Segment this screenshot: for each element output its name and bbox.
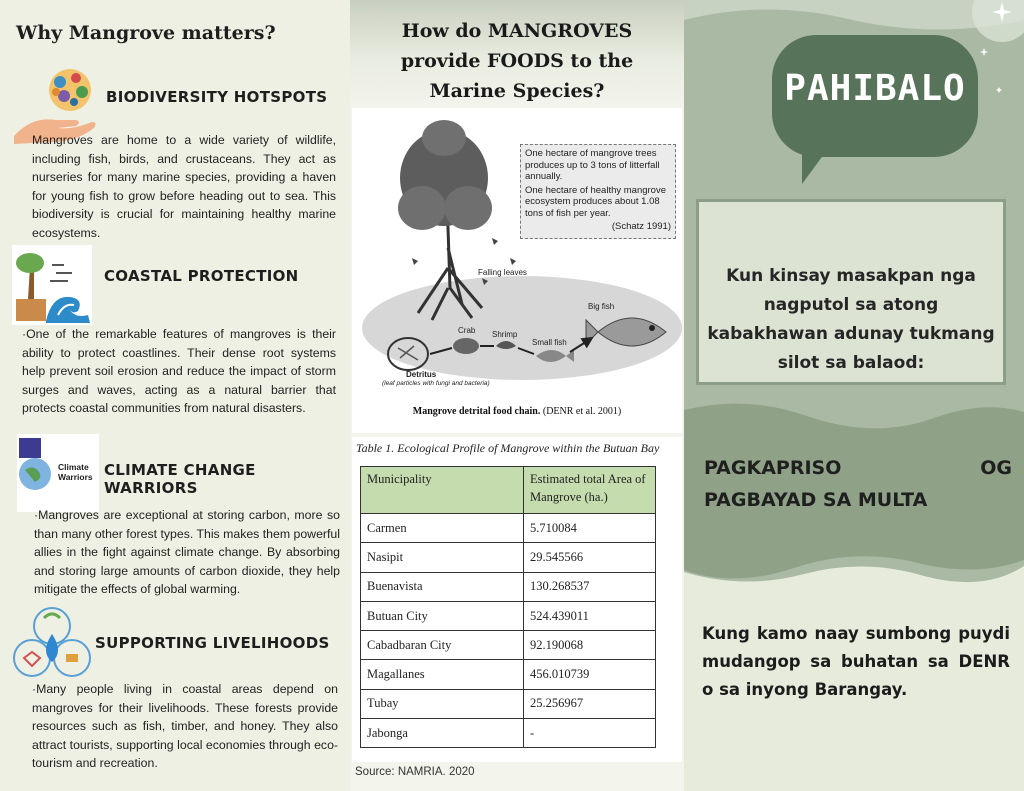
diagram-caption-title: Mangrove detrital food chain. [412, 406, 541, 417]
label-crab: Crab [458, 326, 476, 335]
fact-1: One hectare of mangrove trees produces up to 3 tons of litterfall annually. [525, 148, 660, 182]
climate-heading: CLIMATE CHANGE WARRIORS [104, 461, 256, 497]
table-caption: Table 1. Ecological Profile of Mangrove within the Butuan Bay [356, 441, 660, 455]
label-big-fish: Big fish [588, 302, 615, 311]
notice-title: PAHIBALO [784, 68, 966, 109]
municipality-cell: Jabonga [361, 719, 524, 748]
table-row [361, 572, 656, 601]
municipality-cell: Magallanes [361, 660, 524, 689]
left-panel [0, 0, 350, 791]
municipality-cell: Nasipit [361, 543, 524, 572]
fact-2: One hectare of healthy mangrove ecosystem produces about 1.08 tons of fish per year. [525, 184, 667, 219]
table-row [361, 689, 656, 718]
climate-badge-label: Climate Warriors [58, 462, 93, 482]
label-detritus: Detritus [406, 370, 437, 379]
middle-title-line-1: How do MANGROVES [401, 20, 633, 42]
livelihoods-heading: SUPPORTING LIVELIHOODS [95, 634, 330, 652]
area-cell: 92.190068 [524, 631, 656, 660]
table-row [361, 660, 656, 689]
penalty-line-2: PAGBAYAD SA MULTA [704, 489, 928, 511]
fact-citation: (Schatz 1991) [611, 221, 671, 232]
penalty-line-1 [704, 457, 1012, 479]
climate-body: ·Mangroves are exceptional at storing carbon, more so than many other forest types. This makes them powerful allies in the fight against climate change. By absorbing and storing large amounts of carbon dioxide, they help mitigate the effects of global warming. [34, 508, 340, 597]
header-area: Estimated total Area of Mangrove (ha.) [524, 467, 656, 514]
right-panel [684, 0, 1024, 791]
coastal-body: ·One of the remarkable features of mangroves is their ability to protect coastlines. Their dense root systems help prevent soil erosion and reduce the impact of storm surges and waves, acting as a natural barrier that protects coastal communities from natural disasters. [22, 327, 336, 416]
table-header-row [361, 467, 656, 514]
municipality-cell: Butuan City [361, 601, 524, 630]
speech-bubble-tail [802, 146, 830, 184]
table-row [361, 514, 656, 543]
table-row [361, 631, 656, 660]
label-detritus-note: (leaf particles with fungi and bacteria) [382, 380, 490, 387]
municipality-cell: Tubay [361, 689, 524, 718]
diagram-caption [352, 406, 682, 417]
area-cell: - [524, 719, 656, 748]
coastal-heading: COASTAL PROTECTION [104, 267, 299, 285]
livelihoods-body: ·Many people living in coastal areas depend on mangroves for their livelihoods. These forests provide resources such as fish, timber, and honey. They also attract tourists, supporting local economies through eco-tourism and recreation. [32, 682, 338, 771]
food-chain-diagram [352, 108, 682, 433]
middle-panel [350, 0, 684, 791]
area-cell: 25.256967 [524, 689, 656, 718]
water-drop-circles-icon [10, 604, 94, 682]
municipality-cell: Carmen [361, 514, 524, 543]
tree-and-waves-icon [12, 245, 92, 325]
report-text: Kung kamo naay sumbong puydi mudangop sa buhatan sa DENR o sa inyong Barangay. [702, 624, 1010, 699]
biodiversity-heading: BIODIVERSITY HOTSPOTS [106, 88, 328, 106]
middle-title-line-3: Marine Species? [429, 80, 605, 102]
label-small-fish: Small fish [532, 338, 567, 347]
mangrove-table-card [352, 437, 682, 762]
municipality-cell: Cabadbaran City [361, 631, 524, 660]
middle-title-line-2: provide FOODS to the [400, 50, 634, 72]
area-cell: 5.710084 [524, 514, 656, 543]
penalty-word-1: PAGKAPRISO [704, 457, 842, 479]
table-row [361, 601, 656, 630]
middle-title [350, 16, 684, 106]
area-cell: 29.545566 [524, 543, 656, 572]
mangrove-area-table [360, 466, 656, 748]
area-cell: 130.268537 [524, 572, 656, 601]
area-cell: 456.010739 [524, 660, 656, 689]
source-note: Source: NAMRIA. 2020 [355, 766, 475, 778]
facts-note [520, 144, 676, 239]
penalty-word-og: OG [980, 457, 1012, 479]
municipality-cell: Buenavista [361, 572, 524, 601]
diagram-caption-citation: (DENR et al. 2001) [540, 406, 622, 417]
warning-text: Kun kinsay masakpan nga nagputol sa atong kabakhawan adunay tukmang silot sa balaod: [707, 266, 995, 373]
biodiversity-body: Mangroves are home to a wide variety of wildlife, including fish, birds, and crustaceans. They act as nurseries for many marine species, providing a haven for young fish to grow before heading out to sea. This biodiversity is crucial for maintaining healthy marine ecosystems. [32, 133, 336, 240]
label-falling-leaves: Falling leaves [478, 268, 527, 277]
label-shrimp: Shrimp [492, 330, 518, 339]
header-municipality: Municipality [361, 467, 524, 514]
table-row [361, 543, 656, 572]
table-row [361, 719, 656, 748]
left-title: Why Mangrove matters? [16, 22, 276, 44]
area-cell: 524.439011 [524, 601, 656, 630]
